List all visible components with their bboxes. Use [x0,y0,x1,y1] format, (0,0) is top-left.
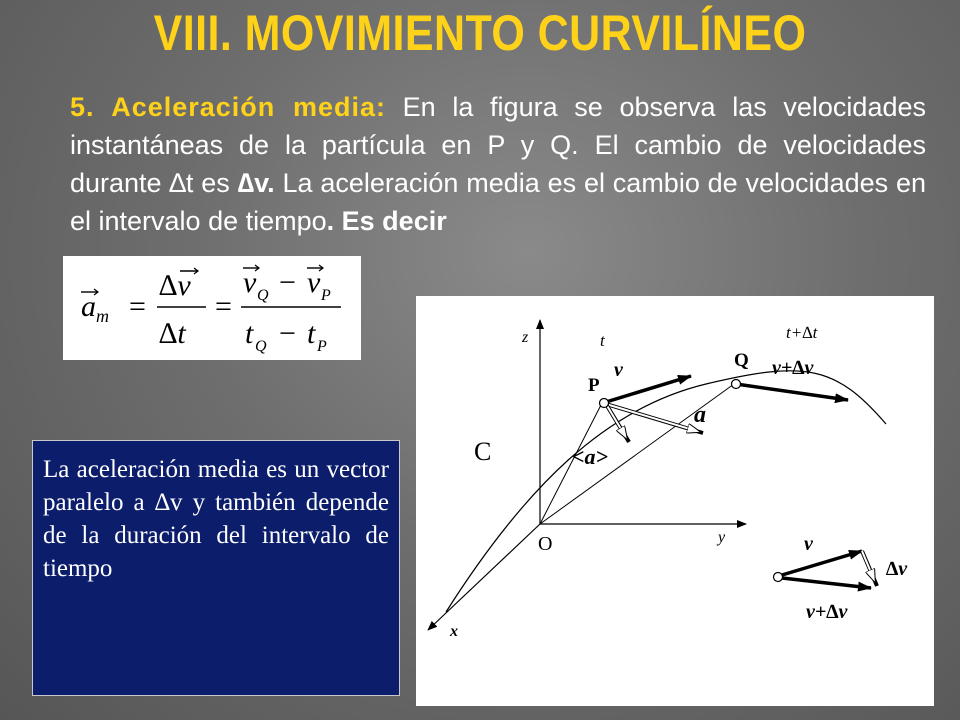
label-z: z [522,329,529,346]
point-p-dot [600,399,609,408]
formula-num-1: ∆v [159,269,191,302]
label-origin: O [538,533,553,555]
inset-label-v-dv: v+∆v [806,601,848,623]
slide-title: VIII. MOVIMIENTO CURVILÍNEO [153,5,807,61]
paragraph-text-4: . Es decir [326,206,447,236]
trajectory-diagram [416,296,934,706]
formula-den-1: ∆t [159,317,186,350]
delta-v-symbol: ∆v. [237,168,275,198]
inset-v-dv-arrow [782,578,871,588]
velocity-q-arrow [736,384,848,400]
section-heading: 5. Aceleración media: [70,92,386,122]
label-curve: C [474,437,492,466]
formula-tq: t [245,317,254,350]
paragraph-text-1: En la figura se observa las velocidades instantáneas de la partícula en P y Q. El cambio de velocidades durante [70,92,926,198]
inset-origin-dot [774,573,783,582]
formula-minus-1: − [279,266,296,299]
inset-v-arrow [782,551,862,575]
label-time-t: t [600,331,605,350]
formula-vp: v [307,266,321,299]
delta-t-symbol: ∆t [169,168,194,198]
formula-vq-sub: Q [257,287,269,304]
inset-dv-arrow [862,551,875,582]
label-velocity-p: v [614,359,623,381]
formula-equals-2: = [215,290,232,323]
note-box: La aceleración media es un vector paralelo a ∆v y también depende de la duración del intervalo de tiempo [32,440,400,696]
formula-minus-2: − [279,317,296,350]
x-axis [428,524,540,630]
label-point-q: Q [734,350,749,371]
formula-a: a [81,290,96,323]
average-acceleration-formula [63,256,361,360]
point-q-dot [732,380,741,389]
formula-box [63,256,361,360]
formula-tq-sub: Q [255,338,267,355]
formula-tp-sub: P [317,338,327,355]
paragraph-text-3: La aceleración media es el cambio de velocidades en el intervalo de tiempo [70,168,926,236]
label-velocity-q: v+∆v [772,357,814,379]
label-acceleration: a [694,402,706,428]
trajectory-curve [446,371,886,612]
inset-label-dv: ∆v [886,558,908,580]
label-x: x [450,623,458,640]
body-paragraph [70,88,926,240]
label-y: y [718,529,726,546]
formula-a-sub: m [96,306,109,326]
label-time-t-dt: t+∆t [786,323,818,342]
formula-vq: v [243,266,257,299]
formula-vp-sub: P [321,287,331,304]
formula-tp: t [307,317,316,350]
formula-equals-1: = [129,290,146,323]
paragraph-text-2: es [193,168,238,198]
label-point-p: P [588,375,600,396]
inset-label-v: v [804,533,813,555]
label-avg-acceleration: <a> [572,444,609,469]
trajectory-figure [416,296,934,706]
